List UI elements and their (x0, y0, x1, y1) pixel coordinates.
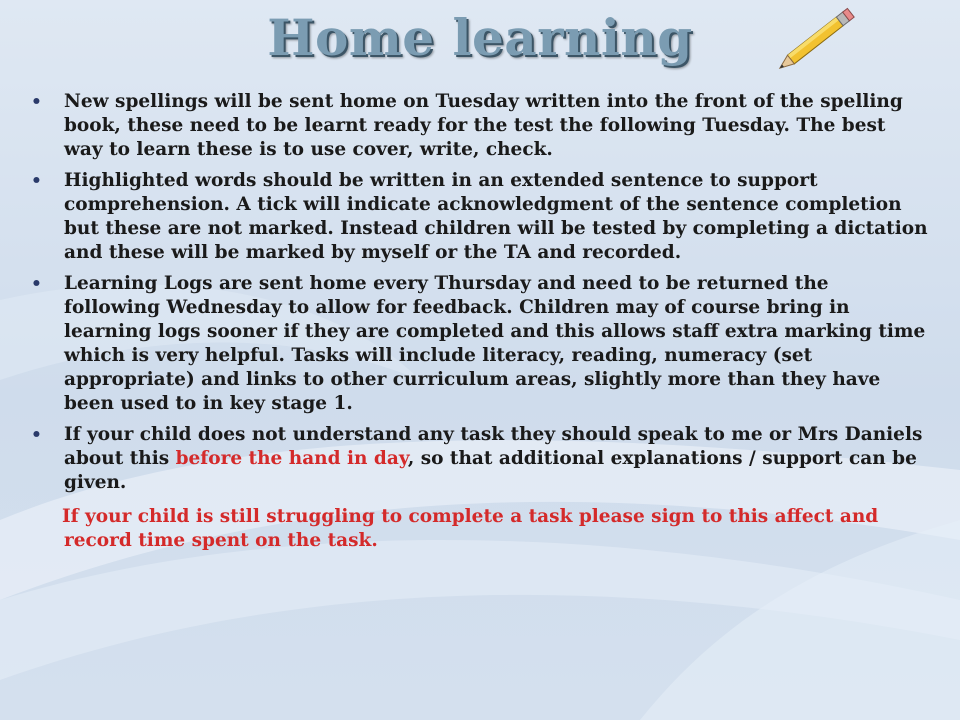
slide-title: Home learning (267, 8, 693, 67)
red-note: If your child is still struggling to complete a task please sign to this affect and record time spent on the task. (62, 506, 879, 551)
bullet-text: Highlighted words should be written in an extended sentence to support comprehension. A tick will indicate acknowledgment of the sentence completion but these are not marked. Instead children will be tested by completing a dictation and these will be marked by myself or the TA and recorded. (64, 170, 928, 263)
bullet-list (28, 90, 928, 553)
bullet-text-start: If your child does not understand any task they should speak to me or Mrs Daniels about this (64, 424, 923, 469)
list-item (28, 169, 928, 265)
bullet-icon: • (31, 274, 42, 294)
highlighted-text: before the hand in day (175, 448, 408, 469)
list-item (28, 272, 928, 416)
list-item (28, 90, 928, 162)
bullet-icon: • (31, 425, 42, 445)
bullet-text: New spellings will be sent home on Tuesday written into the front of the spelling book, these need to be learnt ready for the test the following Tuesday. The best way to learn these is to use cover, write, check. (64, 91, 903, 160)
bullet-icon: • (31, 171, 42, 191)
list-item (28, 423, 928, 495)
bullet-text-end: , so that additional explanations / support can be given. (64, 448, 917, 493)
bullet-icon: • (31, 92, 42, 112)
bullet-text: Learning Logs are sent home every Thursday and need to be returned the following Wednesday to allow for feedback. Children may of course bring in learning logs sooner if they are completed and this allows staff extra marking time which is very helpful. Tasks will include literacy, reading, numeracy (set appropriate) and links to other curriculum areas, slightly more than they have been used to in key stage 1. (64, 273, 926, 414)
pencil-icon (776, 6, 860, 72)
